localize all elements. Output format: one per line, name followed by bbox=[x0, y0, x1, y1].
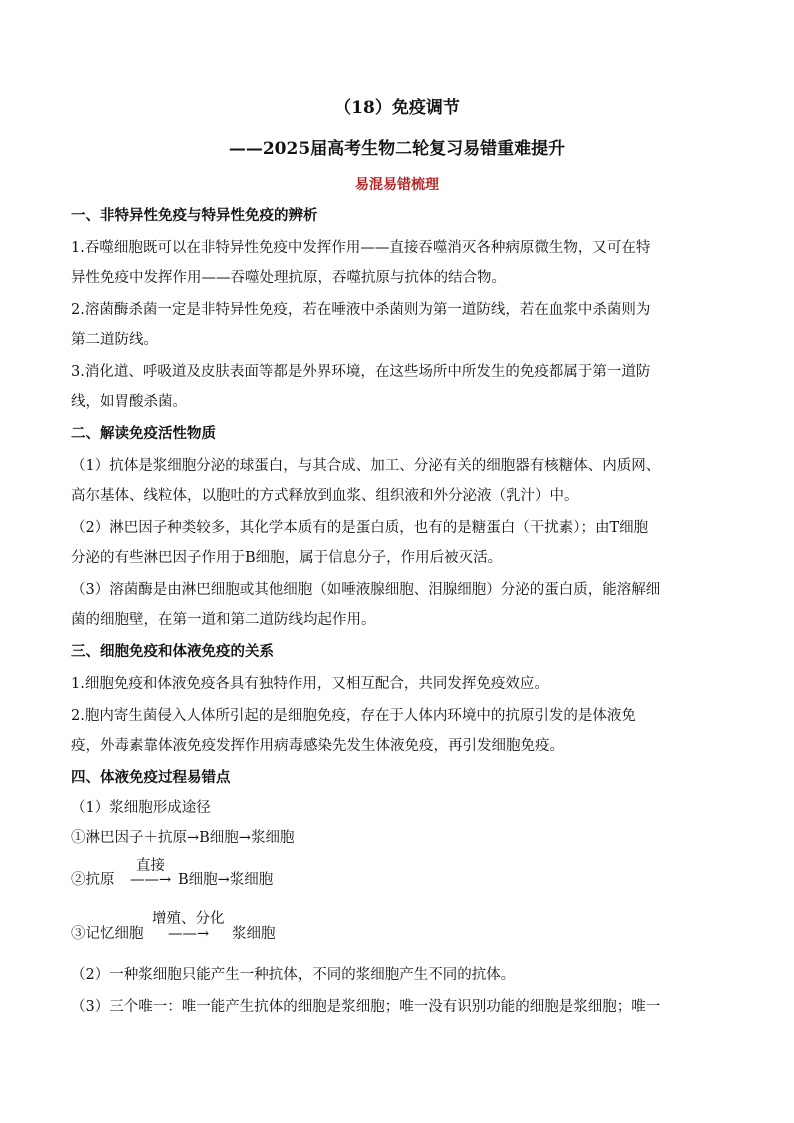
paragraph-line: （3）溶菌酶是由淋巴细胞或其他细胞（如唾液腺细胞、泪腺细胞）分泌的蛋白质，能溶解细 bbox=[71, 582, 661, 598]
paragraph-line: 2.胞内寄生菌侵入人体所引起的是细胞免疫，存在于人体内环境中的抗原引发的是体液免 bbox=[71, 708, 636, 724]
paragraph-line: 异性免疫中发挥作用——吞噬处理抗原，吞噬抗原与抗体的结合物。 bbox=[71, 270, 506, 286]
section-heading-2: 二、解读免疫活性物质 bbox=[71, 425, 216, 442]
document-subtitle: ——2025届高考生物二轮复习易错重难提升 bbox=[228, 139, 566, 159]
document-title: （18）免疫调节 bbox=[334, 98, 460, 118]
pathway-3-arrow: ——→ bbox=[168, 926, 210, 942]
paragraph-line: 疫，外毒素靠体液免疫发挥作用病毒感染先发生体液免疫，再引发细胞免疫。 bbox=[71, 738, 564, 754]
pathway-2-arrow: ——→ bbox=[130, 872, 172, 888]
paragraph-line: （2）淋巴因子种类较多，其化学本质有的是蛋白质，也有的是糖蛋白（干扰素）；由T细胞 bbox=[71, 520, 649, 536]
paragraph-line: 第二道防线。 bbox=[71, 332, 158, 348]
pathway-1: ①淋巴因子＋抗原→B细胞→浆细胞 bbox=[71, 830, 295, 846]
section-heading-1: 一、非特异性免疫与特异性免疫的辨析 bbox=[71, 207, 318, 224]
paragraph-line: 线，如胃酸杀菌。 bbox=[71, 394, 187, 410]
paragraph-line: （1）浆细胞形成途径 bbox=[71, 800, 211, 816]
section-heading-4: 四、体液免疫过程易错点 bbox=[71, 769, 231, 786]
pathway-2-arrow-label: 直接 bbox=[136, 858, 165, 874]
pathway-3-arrow-label: 增殖、分化 bbox=[152, 911, 225, 927]
paragraph-line: 2.溶菌酶杀菌一定是非特异性免疫，若在唾液中杀菌则为第一道防线，若在血浆中杀菌则为 bbox=[71, 302, 651, 318]
pathway-2-label: ②抗原 bbox=[71, 872, 115, 888]
paragraph-line: 分泌的有些淋巴因子作用于B细胞，属于信息分子，作用后被灭活。 bbox=[71, 550, 503, 566]
paragraph-line: （2）一种浆细胞只能产生一种抗体，不同的浆细胞产生不同的抗体。 bbox=[71, 967, 516, 983]
pathway-3-label: ③记忆细胞 bbox=[71, 926, 144, 942]
pathway-3-result: 浆细胞 bbox=[232, 926, 276, 942]
paragraph-line: （3）三个唯一：唯一能产生抗体的细胞是浆细胞；唯一没有识别功能的细胞是浆细胞；唯一 bbox=[71, 999, 661, 1015]
pathway-2-result: B细胞→浆细胞 bbox=[178, 872, 274, 888]
section-label: 易混易错梳理 bbox=[355, 177, 439, 193]
paragraph-line: （1）抗体是浆细胞分泌的球蛋白，与其合成、加工、分泌有关的细胞器有核糖体、内质网、 bbox=[71, 458, 661, 474]
paragraph-line: 高尔基体、线粒体，以胞吐的方式释放到血浆、组织液和外分泌液（乳汁）中。 bbox=[71, 488, 579, 504]
paragraph-line: 3.消化道、呼吸道及皮肤表面等都是外界环境，在这些场所中所发生的免疫都属于第一道防 bbox=[71, 364, 651, 380]
paragraph-line: 菌的细胞壁，在第一道和第二道防线均起作用。 bbox=[71, 612, 376, 628]
paragraph-line: 1.吞噬细胞既可以在非特异性免疫中发挥作用——直接吞噬消灭各种病原微生物，又可在特 bbox=[71, 240, 651, 256]
paragraph-line: 1.细胞免疫和体液免疫各具有独特作用，又相互配合，共同发挥免疫效应。 bbox=[71, 676, 549, 692]
section-heading-3: 三、细胞免疫和体液免疫的关系 bbox=[71, 643, 274, 660]
